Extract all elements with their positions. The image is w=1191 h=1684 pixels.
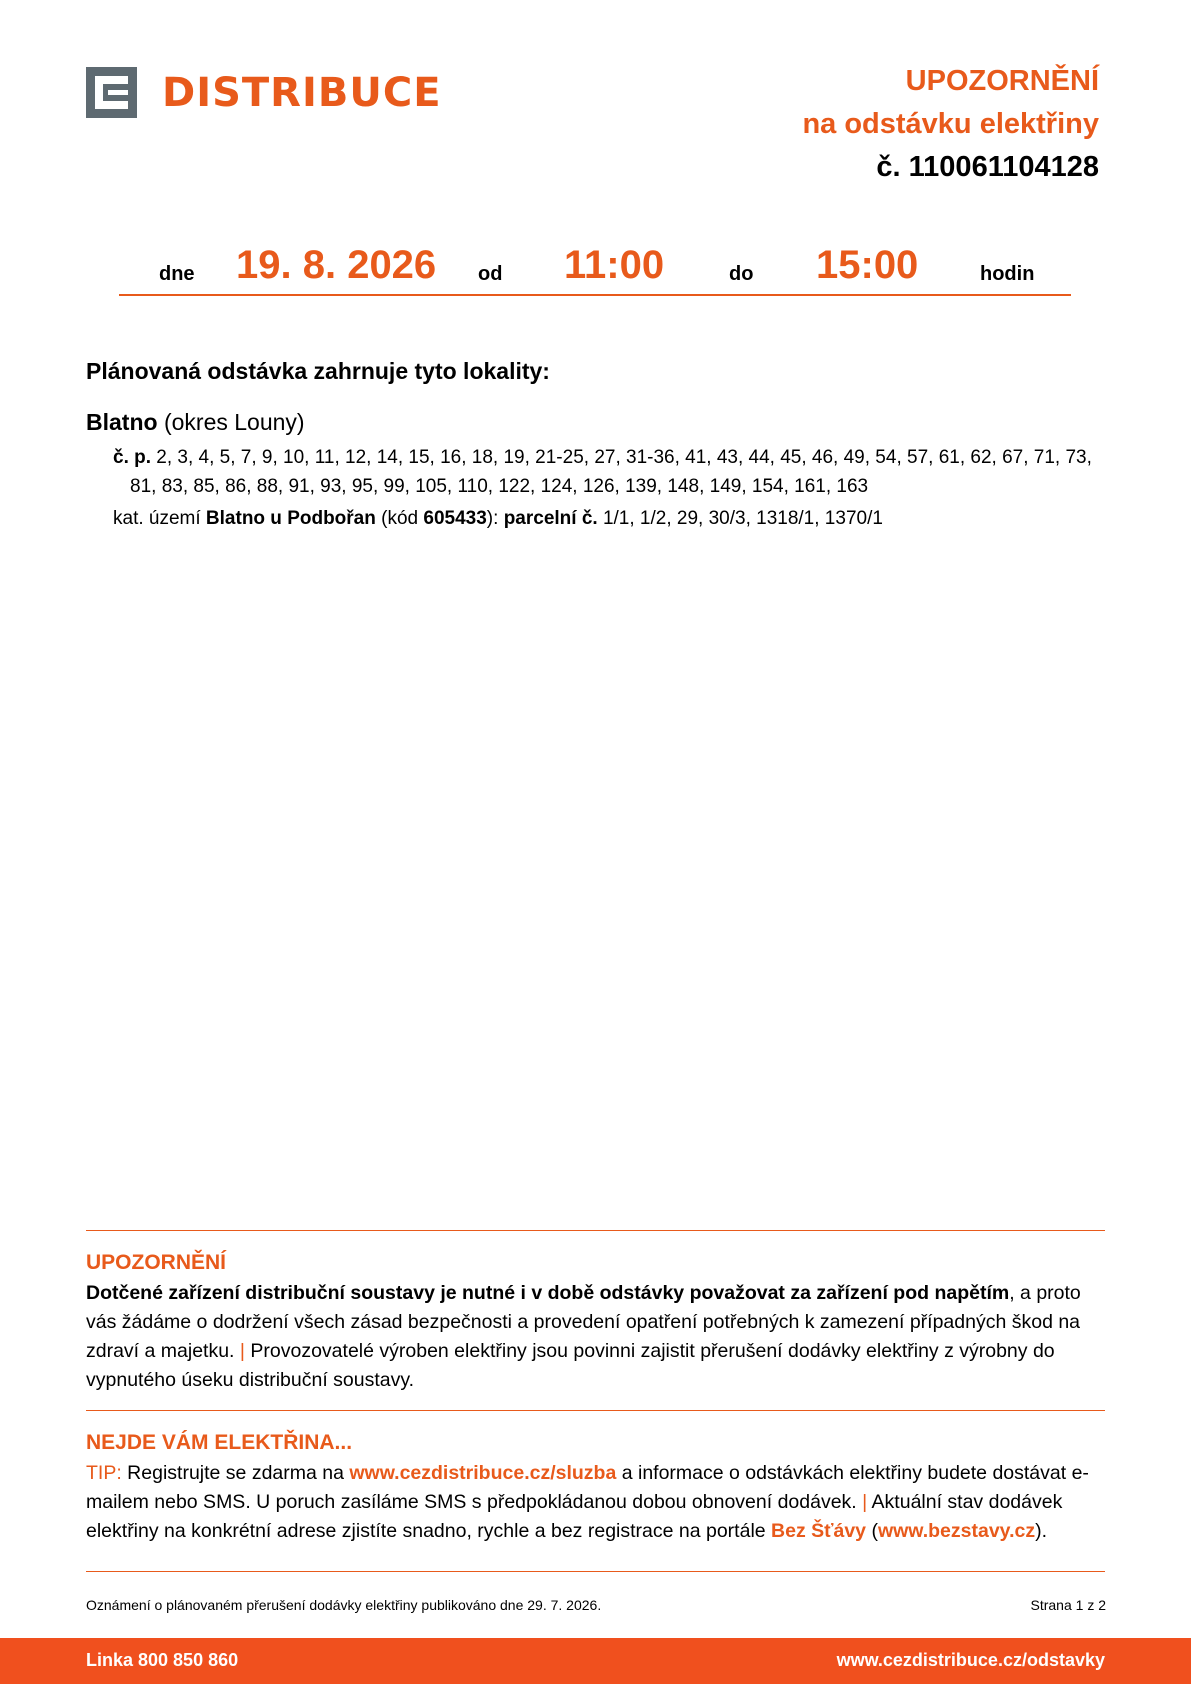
kat-code: 605433 <box>423 508 487 529</box>
warning-text-1: , a proto vás žádáme o dodržení všech zásad bezpečnosti a provedení opatření potřebných k zamezení případných škod na zdraví a majetku. <box>86 1282 1081 1362</box>
tip-label: TIP: <box>86 1462 122 1484</box>
service-link[interactable]: www.cezdistribuce.cz/sluzba <box>349 1462 617 1484</box>
outage-date: 19. 8. 2026 <box>236 243 437 287</box>
no-power-text-3: Aktuální stav dodávek elektřiny na konkrétní adrese zjistíte snadno, rychle a bez registrace na portále <box>86 1491 1063 1542</box>
warning-heading: UPOZORNĚNÍ <box>86 1251 227 1274</box>
notice-subtitle: na odstávku elektřiny <box>802 108 1099 140</box>
warning-text <box>86 1279 1108 1395</box>
kat-code-suffix: ): <box>486 508 504 529</box>
time-from: 11:00 <box>564 243 665 287</box>
town-district: (okres Louny) <box>157 409 305 435</box>
notice-title-block <box>802 60 1099 189</box>
dne-label: dne <box>159 263 195 285</box>
no-power-heading: NEJDE VÁM ELEKTŘINA... <box>86 1431 353 1454</box>
hotline: Linka 800 850 860 <box>86 1650 239 1670</box>
schedule-row <box>119 240 1071 296</box>
town-line <box>86 409 305 436</box>
time-to: 15:00 <box>816 243 919 287</box>
divider <box>86 1230 1105 1231</box>
hodin-label: hodin <box>980 263 1035 285</box>
kat-code-prefix: (kód <box>375 508 424 529</box>
kat-prefix: kat. území <box>113 508 206 529</box>
company-logo <box>86 67 442 118</box>
cadastral-line <box>113 508 883 530</box>
no-power-text-1: Registrujte se zdarma na <box>121 1462 350 1484</box>
published-note: Oznámení o plánovaném přerušení dodávky elektřiny publikováno dne 29. 7. 2026. <box>86 1597 602 1613</box>
warning-bold: Dotčené zařízení distribuční soustavy je nutné i v době odstávky považovat za zařízení pod napětím <box>86 1282 1010 1304</box>
page-number: Strana 1 z 2 <box>1030 1597 1106 1613</box>
localities-heading: Plánovaná odstávka zahrnuje tyto lokality: <box>86 358 550 384</box>
bezstavy-link[interactable]: www.bezstavy.cz <box>877 1520 1036 1542</box>
no-power-text-2: a informace o odstávkách elektřiny budete dostávat e-mailem nebo SMS. U poruch zasíláme SMS s předpokládanou dobou obnovení dodávek. <box>86 1462 1089 1513</box>
no-power-text-4: ( <box>866 1520 878 1542</box>
separator: | <box>239 1340 245 1362</box>
house-numbers <box>113 443 1100 501</box>
notice-title: UPOZORNĚNÍ <box>905 65 1099 97</box>
cp-label: č. p. <box>113 447 152 468</box>
kat-name: Blatno u Podbořan <box>205 508 376 529</box>
footer-bar <box>0 1638 1191 1684</box>
logo-text: DISTRIBUCE <box>162 69 442 116</box>
do-label: do <box>729 263 754 285</box>
cp-values: 2, 3, 4, 5, 7, 9, 10, 11, 12, 14, 15, 16, 18, 19, 21-25, 27, 31-36, 41, 43, 44, 45, 46, 49, 54, 57, 61, 62, 67, 71, 73, 81, 83, 85, 86, 88, 91, 93, 95, 99, 105, 110, 122, 124, 126, 139, 148, 149, 154, 161, 163 <box>130 447 1092 497</box>
parcel-label: parcelní č. <box>503 508 598 529</box>
parcel-values: 1/1, 1/2, 29, 30/3, 1318/1, 1370/1 <box>597 508 883 529</box>
portal-name: Bez Šťávy <box>771 1520 867 1542</box>
no-power-text-5: ). <box>1035 1520 1048 1542</box>
notice-number: č. 110061104128 <box>876 151 1099 183</box>
town-name: Blatno <box>86 409 158 435</box>
outages-website-link[interactable]: www.cezdistribuce.cz/odstavky <box>836 1650 1105 1670</box>
warning-text-2: Provozovatelé výroben elektřiny jsou povinni zajistit přerušení dodávky elektřiny z výrobny do vypnutého úseku distribuční soustavy. <box>86 1340 1055 1391</box>
separator: | <box>862 1491 868 1513</box>
no-power-text <box>86 1459 1108 1546</box>
divider <box>86 1410 1105 1411</box>
divider <box>86 1571 1105 1572</box>
cez-logo-icon <box>86 67 137 118</box>
od-label: od <box>478 263 503 285</box>
